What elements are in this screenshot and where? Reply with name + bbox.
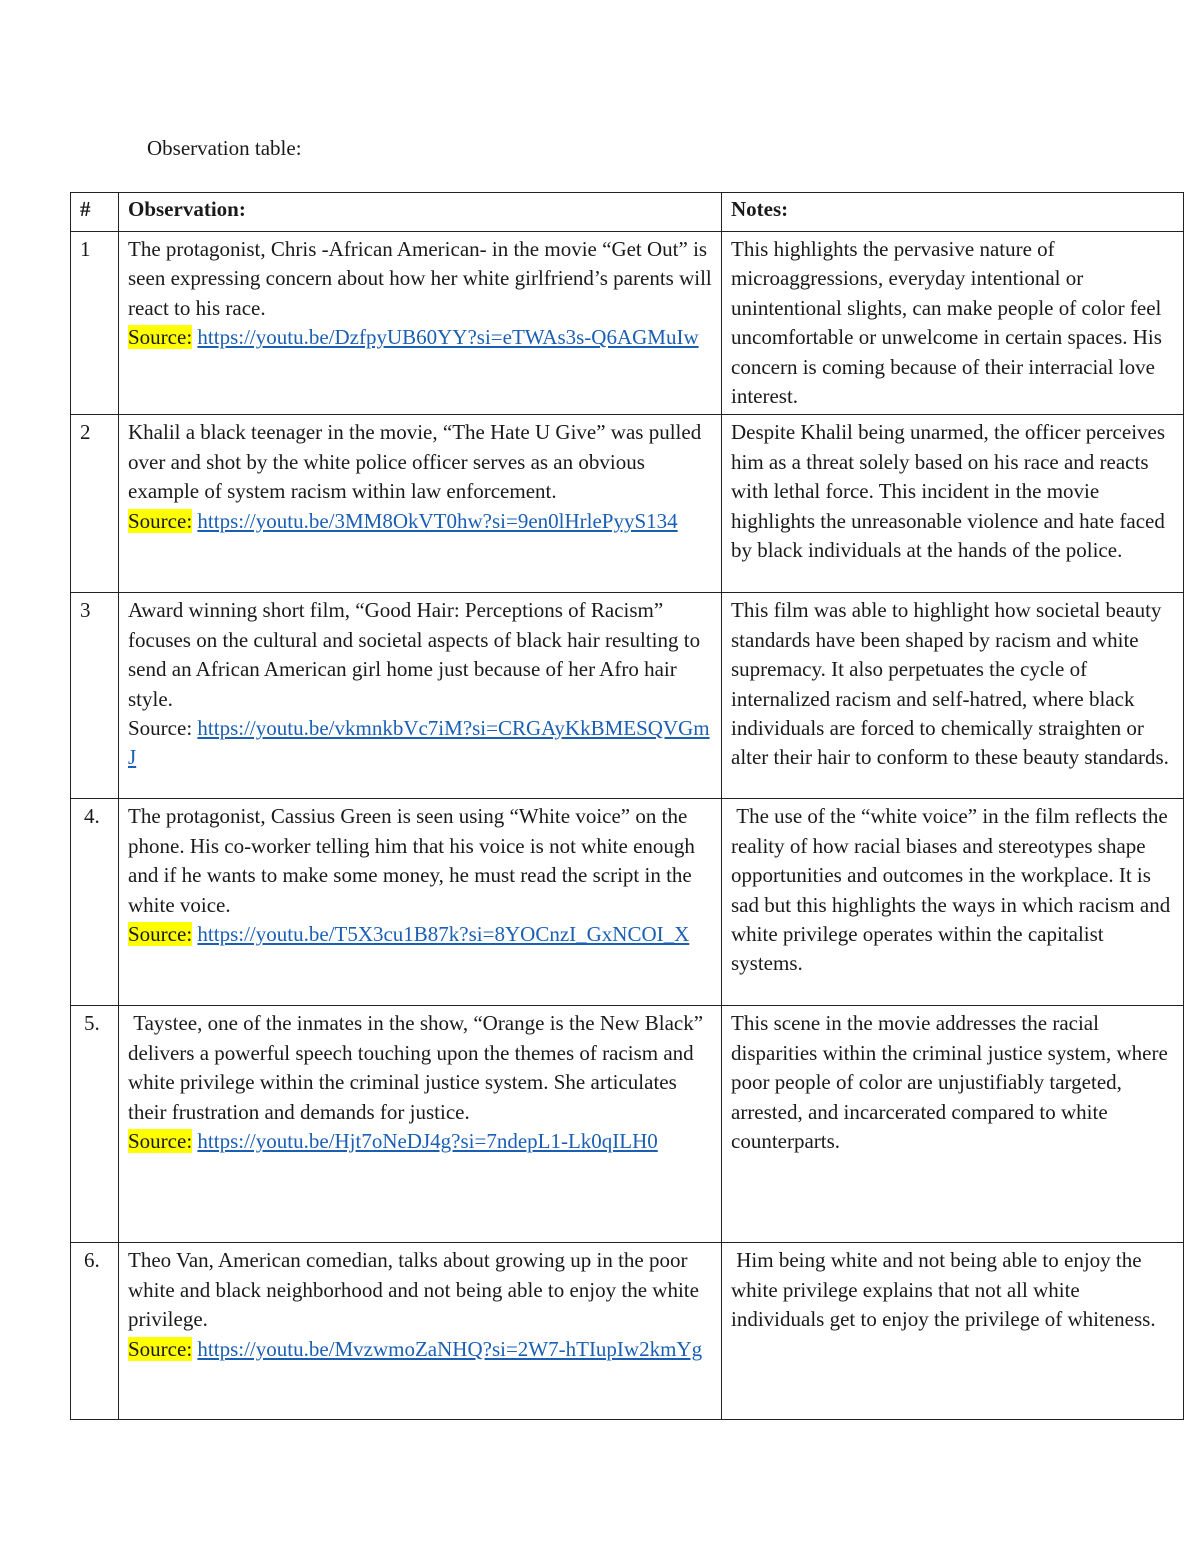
source-label: Source: <box>128 1129 193 1154</box>
table-row <box>71 1006 1184 1243</box>
observation-cell <box>119 232 722 415</box>
notes-cell: The use of the “white voice” in the film reflects the reality of how racial biases and stereotypes shape opportunities and outcomes in the workplace. It is sad but this highlights the ways in which racism and white privilege operates within the capitalist systems. <box>722 799 1184 1006</box>
observation-table <box>70 192 1184 1420</box>
source-label: Source: <box>128 922 193 947</box>
row-number: 5. <box>71 1006 119 1243</box>
source-link[interactable]: https://youtu.be/MvzwmoZaNHQ?si=2W7-hTIupIw2kmYg <box>197 1336 703 1361</box>
header-notes: Notes: <box>722 193 1184 232</box>
observation-cell <box>119 415 722 593</box>
notes-cell: Despite Khalil being unarmed, the officer perceives him as a threat solely based on his race and reacts with lethal force. This incident in the movie highlights the unreasonable violence and hate faced by black individuals at the hands of the police. <box>722 415 1184 593</box>
source-label: Source: <box>128 1336 193 1361</box>
source-label: Source: <box>128 325 193 350</box>
table-caption: Observation table: <box>147 136 302 160</box>
source-label: Source: <box>128 508 193 533</box>
observation-text: Theo Van, American comedian, talks about growing up in the poor white and black neighborhood and not being able to enjoy the white privilege. <box>128 1248 699 1332</box>
header-observation: Observation: <box>119 193 722 232</box>
observation-text: Award winning short film, “Good Hair: Perceptions of Racism” focuses on the cultural and societal aspects of black hair resulting to send an African American girl home just because of her Afro hair style. <box>128 598 701 711</box>
source-label: Source: <box>128 716 193 741</box>
notes-cell: This highlights the pervasive nature of microaggressions, everyday intentional or unintentional slights, can make people of color feel uncomfortable or unwelcome in certain spaces. His concern is coming because of their interracial love interest. <box>722 232 1184 415</box>
observation-text: The protagonist, Cassius Green is seen using “White voice” on the phone. His co-worker telling him that his voice is not white enough and if he wants to make some money, he must read the script in the white voice. <box>128 804 695 917</box>
notes-cell: Him being white and not being able to enjoy the white privilege explains that not all white individuals get to enjoy the privilege of whiteness. <box>722 1243 1184 1420</box>
observation-cell <box>119 1243 722 1420</box>
observation-text: Khalil a black teenager in the movie, “The Hate U Give” was pulled over and shot by the white police officer serves as an obvious example of system racism within law enforcement. <box>128 420 702 504</box>
table-row <box>71 593 1184 799</box>
header-num: # <box>71 193 119 232</box>
observation-text: Taystee, one of the inmates in the show, “Orange is the New Black” delivers a powerful speech touching upon the themes of racism and white privilege within the criminal justice system. She articulates their frustration and demands for justice. <box>128 1011 704 1124</box>
table-row <box>71 415 1184 593</box>
source-link[interactable]: https://youtu.be/vkmnkbVc7iM?si=CRGAyKkBMESQVGmJ <box>128 716 710 770</box>
source-link[interactable]: https://youtu.be/3MM8OkVT0hw?si=9en0lHrlePyyS134 <box>197 508 678 533</box>
table-row <box>71 232 1184 415</box>
row-number: 1 <box>71 232 119 415</box>
row-number: 2 <box>71 415 119 593</box>
table-header-row <box>71 193 1184 232</box>
observation-cell <box>119 593 722 799</box>
source-link[interactable]: https://youtu.be/DzfpyUB60YY?si=eTWAs3s-Q6AGMuIw <box>197 325 699 350</box>
row-number: 6. <box>71 1243 119 1420</box>
source-link[interactable]: https://youtu.be/T5X3cu1B87k?si=8YOCnzI_GxNCOI_X <box>197 922 690 947</box>
table-row <box>71 799 1184 1006</box>
table-row <box>71 1243 1184 1420</box>
observation-cell <box>119 1006 722 1243</box>
observation-cell <box>119 799 722 1006</box>
observation-text: The protagonist, Chris -African American- in the movie “Get Out” is seen expressing concern about how her white girlfriend’s parents will react to his race. <box>128 237 712 320</box>
row-number: 4. <box>71 799 119 1006</box>
source-link[interactable]: https://youtu.be/Hjt7oNeDJ4g?si=7ndepL1-Lk0qILH0 <box>197 1129 658 1154</box>
notes-cell: This film was able to highlight how societal beauty standards have been shaped by racism and white supremacy. It also perpetuates the cycle of internalized racism and self-hatred, where black individuals are forced to chemically straighten or alter their hair to conform to these beauty standards. <box>722 593 1184 799</box>
row-number: 3 <box>71 593 119 799</box>
notes-cell: This scene in the movie addresses the racial disparities within the criminal justice system, where poor people of color are unjustifiably targeted, arrested, and incarcerated compared to white counterparts. <box>722 1006 1184 1243</box>
